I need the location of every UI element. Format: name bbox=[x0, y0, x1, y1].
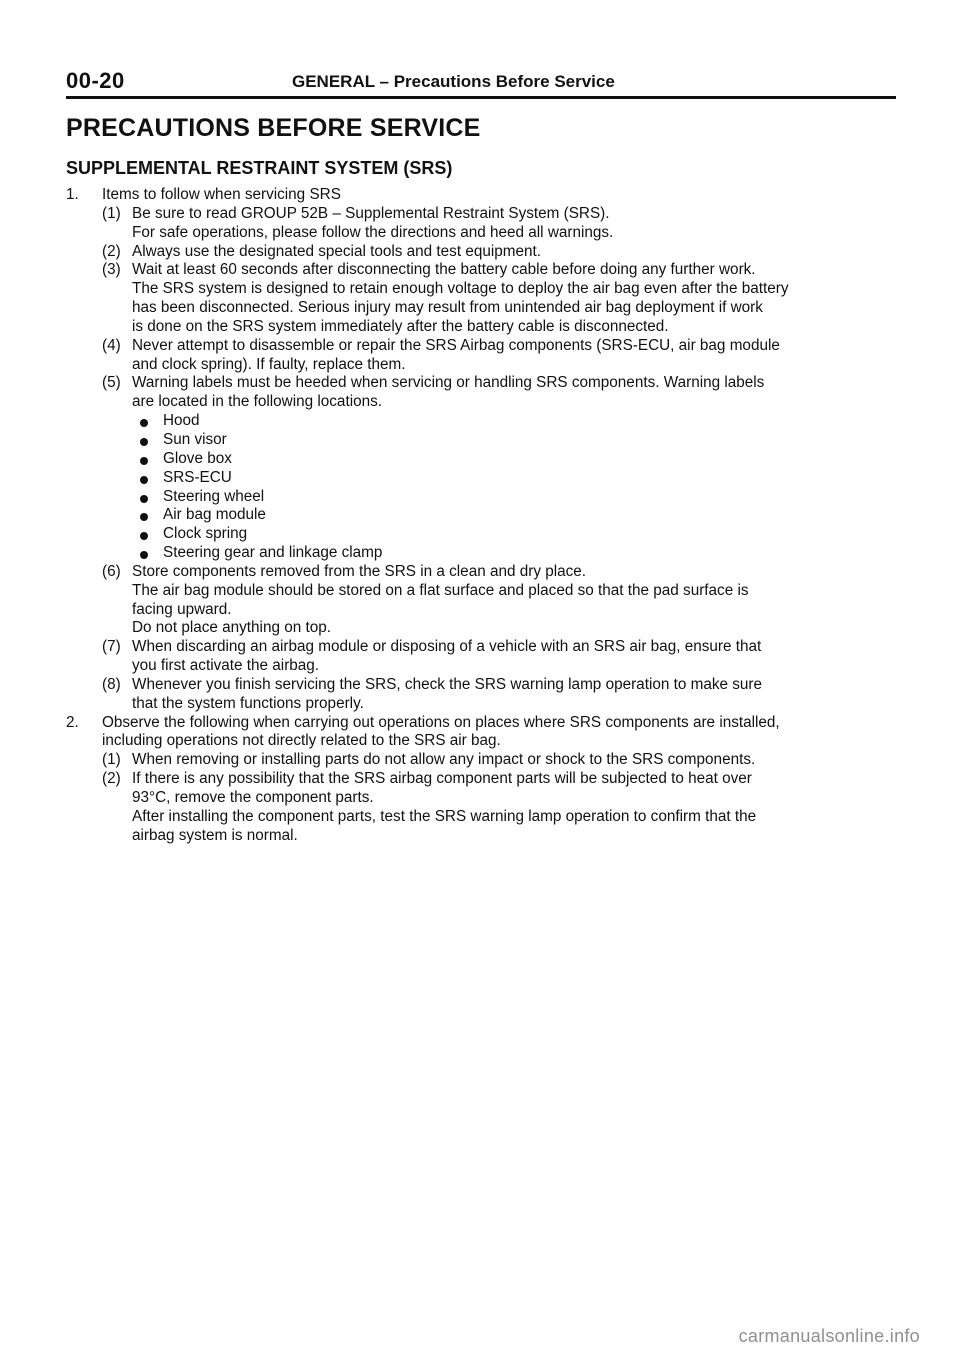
line-text: that the system functions properly. bbox=[132, 694, 364, 712]
list-item-continuation bbox=[66, 808, 902, 827]
list-item-continuation bbox=[66, 695, 902, 714]
line-text: When removing or installing parts do not allow any impact or shock to the SRS components. bbox=[132, 751, 756, 769]
line-text: Store components removed from the SRS in a clean and dry place. bbox=[132, 562, 587, 580]
list-item-continuation bbox=[66, 356, 902, 375]
list-marker: (7) bbox=[102, 638, 121, 656]
list-marker: (8) bbox=[102, 675, 121, 693]
list-marker: (6) bbox=[102, 562, 121, 580]
list-item-continuation bbox=[66, 827, 902, 846]
bullet-item bbox=[66, 469, 902, 488]
list-item-continuation bbox=[66, 657, 902, 676]
line-text: Sun visor bbox=[163, 430, 227, 448]
line-text: The SRS system is designed to retain enough voltage to deploy the air bag even after the battery bbox=[132, 280, 789, 298]
list-item bbox=[66, 714, 902, 733]
line-text: has been disconnected. Serious injury may result from unintended air bag deployment if work bbox=[132, 299, 763, 317]
list-item-continuation bbox=[66, 732, 902, 751]
page-title: PRECAUTIONS BEFORE SERVICE bbox=[66, 114, 481, 142]
line-text: SRS-ECU bbox=[163, 468, 232, 486]
list-marker: (4) bbox=[102, 336, 121, 354]
line-text: Always use the designated special tools and test equipment. bbox=[132, 242, 542, 260]
list-item-continuation bbox=[66, 582, 902, 601]
line-text: is done on the SRS system immediately after the battery cable is disconnected. bbox=[132, 317, 669, 335]
list-marker: (1) bbox=[102, 751, 121, 769]
bullet-item bbox=[66, 544, 902, 563]
header-title: GENERAL – Precautions Before Service bbox=[292, 72, 615, 91]
line-text: For safe operations, please follow the directions and heed all warnings. bbox=[132, 223, 614, 241]
list-item-continuation bbox=[66, 318, 902, 337]
line-text: Air bag module bbox=[163, 506, 266, 524]
list-item-continuation bbox=[66, 393, 902, 412]
list-marker: (2) bbox=[102, 770, 121, 788]
list-marker: (5) bbox=[102, 374, 121, 392]
line-text: facing upward. bbox=[132, 600, 232, 618]
line-text: are located in the following locations. bbox=[132, 393, 383, 411]
bullet-dot-icon bbox=[140, 419, 148, 427]
bullet-item bbox=[66, 488, 902, 507]
list-item bbox=[66, 770, 902, 789]
bullet-dot-icon bbox=[140, 438, 148, 446]
bullet-item bbox=[66, 450, 902, 469]
list-item bbox=[66, 261, 902, 280]
bullet-dot-icon bbox=[140, 495, 148, 503]
line-text: including operations not directly related to the SRS air bag. bbox=[102, 732, 501, 750]
page-header bbox=[66, 68, 896, 99]
line-text: After installing the component parts, test the SRS warning lamp operation to confirm that the bbox=[132, 807, 757, 825]
list-item-continuation bbox=[66, 619, 902, 638]
bullet-dot-icon bbox=[140, 532, 148, 540]
line-text: Steering gear and linkage clamp bbox=[163, 544, 383, 562]
line-text: you first activate the airbag. bbox=[132, 657, 320, 675]
bullet-item bbox=[66, 525, 902, 544]
list-item-continuation bbox=[66, 280, 902, 299]
line-text: If there is any possibility that the SRS airbag component parts will be subjected to heat over bbox=[132, 770, 752, 788]
list-marker: 2. bbox=[66, 713, 79, 731]
bullet-dot-icon bbox=[140, 476, 148, 484]
list-item bbox=[66, 337, 902, 356]
line-text: Hood bbox=[163, 412, 200, 430]
list-item bbox=[66, 676, 902, 695]
line-text: Do not place anything on top. bbox=[132, 619, 332, 637]
list-item bbox=[66, 563, 902, 582]
list-item bbox=[66, 205, 902, 224]
line-text: Never attempt to disassemble or repair the SRS Airbag components (SRS-ECU, air bag module bbox=[132, 336, 780, 354]
list-item-continuation bbox=[66, 299, 902, 318]
line-text: and clock spring). If faulty, replace them. bbox=[132, 355, 406, 373]
list-marker: (2) bbox=[102, 242, 121, 260]
list-item bbox=[66, 243, 902, 262]
bullet-dot-icon bbox=[140, 457, 148, 465]
watermark: carmanualsonline.info bbox=[738, 1326, 920, 1346]
line-text: Items to follow when servicing SRS bbox=[102, 186, 341, 203]
list-marker: (3) bbox=[102, 261, 121, 279]
line-text: Wait at least 60 seconds after disconnecting the battery cable before doing any further work. bbox=[132, 261, 756, 279]
bullet-item bbox=[66, 412, 902, 431]
list-item-continuation bbox=[66, 789, 902, 808]
line-text: 93°C, remove the component parts. bbox=[132, 789, 374, 806]
list-marker: (1) bbox=[102, 204, 121, 222]
line-text: Steering wheel bbox=[163, 487, 265, 505]
bullet-dot-icon bbox=[140, 513, 148, 521]
list-item-continuation bbox=[66, 601, 902, 620]
list-item bbox=[66, 638, 902, 657]
page-number: 00-20 bbox=[66, 68, 125, 93]
document-body bbox=[66, 186, 902, 846]
line-text: Whenever you finish servicing the SRS, check the SRS warning lamp operation to make sure bbox=[132, 675, 763, 693]
line-text: The air bag module should be stored on a flat surface and placed so that the pad surface is bbox=[132, 581, 749, 599]
bullet-item bbox=[66, 506, 902, 525]
list-item-continuation bbox=[66, 224, 902, 243]
line-text: Warning labels must be heeded when servicing or handling SRS components. Warning labels bbox=[132, 374, 765, 392]
list-item bbox=[66, 186, 902, 205]
list-item bbox=[66, 751, 902, 770]
line-text: Observe the following when carrying out operations on places where SRS components are installed, bbox=[102, 713, 780, 731]
line-text: Glove box bbox=[163, 449, 232, 467]
line-text: Clock spring bbox=[163, 525, 248, 543]
bullet-item bbox=[66, 431, 902, 450]
line-text: Be sure to read GROUP 52B – Supplemental Restraint System (SRS). bbox=[132, 204, 610, 222]
bullet-dot-icon bbox=[140, 551, 148, 559]
line-text: airbag system is normal. bbox=[132, 826, 298, 844]
list-marker: 1. bbox=[66, 186, 79, 203]
list-item bbox=[66, 374, 902, 393]
line-text: When discarding an airbag module or disposing of a vehicle with an SRS air bag, ensure that bbox=[132, 638, 762, 656]
section-title: SUPPLEMENTAL RESTRAINT SYSTEM (SRS) bbox=[66, 158, 453, 178]
